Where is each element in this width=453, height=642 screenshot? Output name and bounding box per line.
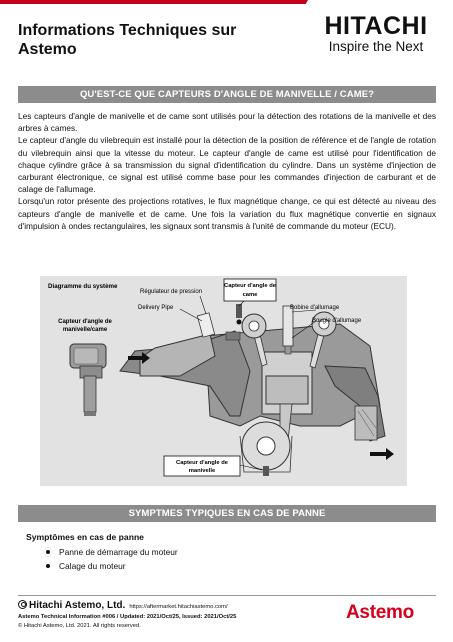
regulator-label: Régulateur de pression bbox=[140, 289, 203, 295]
symptoms-subheading: Symptômes en cas de panne bbox=[26, 532, 144, 542]
top-red-bar bbox=[0, 0, 300, 4]
sensor-illustration bbox=[70, 344, 106, 416]
diagram-title: Diagramme du système bbox=[48, 283, 118, 290]
list-item: Panne de démarrage du moteur bbox=[46, 545, 178, 559]
footer-divider bbox=[18, 595, 436, 596]
engine-block bbox=[120, 306, 385, 472]
section-heading-symptoms: SYMPTMES TYPIQUES EN CAS DE PANNE bbox=[18, 505, 436, 522]
spark-plug-label: Bougie d'allumage bbox=[312, 318, 362, 324]
crank-sensor-marker bbox=[263, 466, 269, 476]
footer-url-link[interactable]: https://aftermarket.hitachiastemo.com/ bbox=[129, 604, 228, 610]
delivery-pipe-label: Delivery Pipe bbox=[138, 305, 174, 311]
sensor-left-label-line1: Capteur d'angle de bbox=[58, 319, 112, 325]
cam-sensor-label-line2: came bbox=[242, 292, 258, 298]
logo-tagline: Inspire the Next bbox=[328, 39, 424, 54]
footer-doc-info: Astemo Technical Information #006 / Updated: 2021/Oct/25, Issued: 2021/Oct/25 bbox=[18, 614, 237, 620]
sensor-left-label-line2: manivelle/came bbox=[62, 327, 108, 333]
astemo-logo: Astemo bbox=[346, 602, 414, 623]
engine-illustration bbox=[40, 276, 407, 486]
intro-text bbox=[18, 110, 436, 232]
ignition-coil-label: Bobine d'allumage bbox=[290, 305, 340, 311]
paragraph-2: Le capteur d'angle du vilebrequin est installé pour la détection de la position de référence et de l'angle de rotation du vilebrequin ainsi que la vitesse du moteur. Le capteur d'angle de came est utilisé pour l'identification de chaque cylindre grâce à sa transmission du signal d'identification du cylindre. Dans un système d'injection de carburant électronique, ce signal est utilisé comme base pour les commandes d'injection de carburant et de calage de l'allumage. bbox=[18, 135, 436, 195]
footer-copyright: © Hitachi Astemo, Ltd. 2021. All rights reserved. bbox=[18, 623, 141, 629]
top-red-bar-cap bbox=[298, 0, 308, 4]
crank-sensor-label-line1: Capteur d'angle de bbox=[176, 460, 228, 466]
cam-sensor-label-line1: Capteur d'angle de bbox=[224, 283, 276, 289]
hitachi-mark-icon bbox=[18, 600, 27, 609]
document-title: Informations Techniques sur Astemo bbox=[18, 22, 237, 58]
crank-sensor-label-line2: manivelle bbox=[188, 468, 216, 474]
list-item: Calage du moteur bbox=[46, 559, 178, 573]
logo-name: HITACHI bbox=[324, 12, 428, 40]
paragraph-3: Lorsqu'un rotor présente des projections rotatives, le flux magnétique change, ce qui est détecté au niveau des capteurs d'angle de manivelle et de came. Une fois la variation du flux magnétique convertie en signaux d'impulsion à ondes rectangulaires, les signaux sont transmis à l'unité de commande du moteur (ECU). bbox=[18, 196, 436, 231]
hitachi-logo bbox=[312, 13, 440, 55]
footer-brand-name: Hitachi Astemo, Ltd. bbox=[29, 600, 126, 611]
section-heading-what-is: QU'EST-CE QUE CAPTEURS D'ANGLE DE MANIVELLE / CAME? bbox=[18, 86, 436, 103]
cam-sensor-marker bbox=[236, 304, 242, 325]
system-diagram bbox=[40, 276, 407, 486]
footer bbox=[18, 599, 236, 629]
symptoms-list bbox=[46, 545, 178, 573]
paragraph-1: Les capteurs d'angle de manivelle et de came sont utilisés pour la détection des rotations de la manivelle et des arbres à cames. bbox=[18, 111, 436, 134]
footer-brand bbox=[18, 599, 236, 611]
